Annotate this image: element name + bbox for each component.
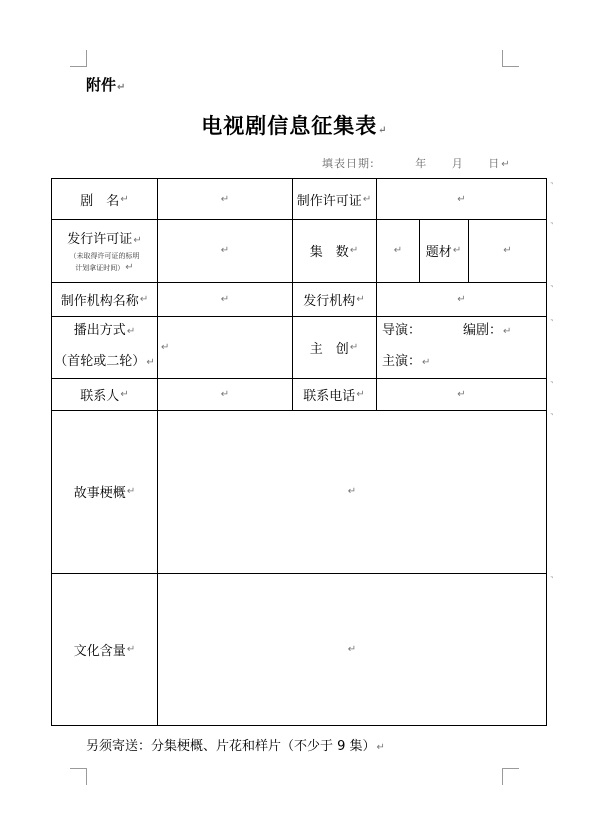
main-creative-label: 主 创 ↵ (309, 341, 359, 357)
row-end-mark: ˺ (550, 222, 554, 233)
row-end-mark: ˺ (550, 285, 554, 296)
broadcast-value[interactable]: ↵ (161, 341, 170, 353)
main-creative-value[interactable]: 导演： 编剧：↵ 主演：↵ (382, 323, 512, 369)
form-title: 电视剧信息征集表↵ (201, 113, 388, 138)
title-label: 剧 名 ↵ (80, 193, 129, 209)
crop-mark-bottom-right (502, 768, 519, 785)
distribution-permit-label: 发行许可证↵ （未取得许可证的标明 计划拿证时间）↵ (67, 231, 142, 273)
director-label: 导演： (382, 323, 422, 338)
synopsis-label: 故事梗概 ↵ (73, 486, 136, 501)
subject-label: 题材 ↵ (425, 245, 462, 260)
attachment-label: 附件↵ (86, 76, 126, 94)
contact-value[interactable]: ↵ (220, 388, 230, 400)
broadcast-label: 播出方式↵ （首轮或二轮）↵ (54, 323, 155, 369)
episodes-label: 集 数 ↵ (309, 245, 359, 260)
distributor-value[interactable]: ↵ (457, 293, 466, 305)
footer-note: 另须寄送：分集梗概、片花和样片（不少于 9 集）↵ (86, 739, 385, 754)
contact-label: 联系人 ↵ (80, 388, 129, 404)
producer-label: 制作机构名称 ↵ (60, 293, 149, 309)
distribution-permit-value[interactable]: ↵ (220, 245, 230, 256)
production-permit-value[interactable]: ↵ (457, 193, 466, 205)
lead-actor-label: 主演： (382, 354, 422, 369)
synopsis-value[interactable]: ↵ (347, 486, 357, 497)
row-end-mark: ˺ (550, 576, 554, 587)
row-end-mark: ˺ (550, 413, 554, 424)
row-end-mark: ˺ (550, 319, 554, 330)
crop-mark-top-left (70, 50, 87, 67)
phone-label: 联系电话 ↵ (303, 388, 365, 404)
info-form-table (51, 178, 547, 726)
cultural-value[interactable]: ↵ (347, 643, 357, 655)
row-end-mark: ˺ (550, 381, 554, 392)
production-permit-label: 制作许可证 ↵ (296, 193, 372, 209)
crop-mark-bottom-left (70, 768, 87, 785)
crop-mark-top-right (502, 50, 519, 67)
distributor-label: 发行机构 ↵ (303, 293, 365, 309)
fill-date-line: 填表日期: 年 月 日↵ (322, 157, 511, 170)
episodes-value[interactable]: ↵ (393, 245, 403, 256)
row-end-mark: ˺ (550, 182, 554, 193)
cultural-label: 文化含量 ↵ (73, 643, 136, 659)
subject-value[interactable]: ↵ (503, 245, 512, 256)
phone-value[interactable]: ↵ (457, 388, 466, 400)
title-value[interactable]: ↵ (220, 193, 230, 205)
producer-value[interactable]: ↵ (220, 293, 230, 305)
screenwriter-label: 编剧： (463, 323, 503, 338)
